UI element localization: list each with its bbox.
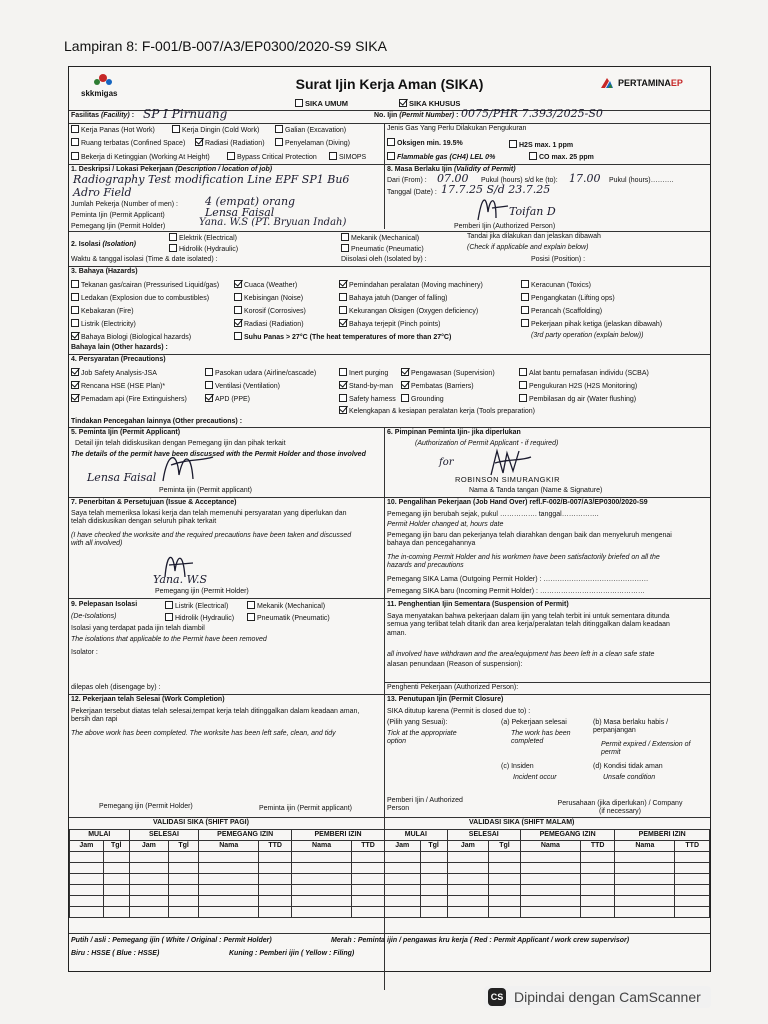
s4-fire-ext[interactable]: Pemadam api (Fire Extinguishers) — [71, 394, 187, 404]
checkbox-icon — [521, 280, 529, 288]
s9-electrical[interactable]: Listrik (Electrical) — [165, 601, 228, 611]
sika-form — [68, 66, 711, 972]
s1-desc-value: Radiography Test modification Line EPF SP1 Bu6 — [73, 173, 350, 186]
checkbox-checked-icon — [234, 280, 242, 288]
gas-h2s[interactable]: H2S max. 1 ppm — [509, 140, 573, 150]
camscanner-text: Dipindai dengan CamScanner — [514, 989, 701, 1005]
s8-ke-value: 17.00 — [569, 172, 601, 185]
checkbox-checked-icon — [205, 394, 213, 402]
s3-item-moving[interactable]: Pemindahan peralatan (Moving machinery) — [339, 280, 483, 290]
checkbox-icon — [205, 381, 213, 389]
s1-desc-value2: Adro Field — [73, 186, 132, 199]
s9-dilepas: dilepas oleh (disengage by) : — [71, 684, 161, 691]
s3-lain: Bahaya lain (Other hazards) : — [71, 344, 168, 351]
s6-sig-name: ROBINSON SIMURANGKIR — [455, 475, 561, 484]
pertamina-logo: PERTAMINA EP — [599, 76, 683, 90]
s4-jsa[interactable]: Job Safety Analysis-JSA — [71, 368, 157, 378]
s8-pukul-dari: Pukul (hours) s/d ke (to): — [481, 177, 558, 184]
s7-text2: (I have checked the worksite and the required precautions have been taken and discussed with all involved) — [71, 532, 352, 548]
work-type-bypass[interactable]: Bypass Critical Protection — [227, 152, 317, 162]
checkbox-icon — [329, 152, 337, 160]
checkbox-checked-icon — [71, 394, 79, 402]
checkbox-checked-icon — [71, 368, 79, 376]
s13-c2: Incident occur — [513, 774, 557, 781]
checkbox-icon — [71, 280, 79, 288]
s13-b[interactable]: (b) Masa berlaku habis / perpanjangan — [593, 719, 669, 735]
s10-title: 10. Pengalihan Pekerjaan (Job Hand Over) refl.F-002/B-007/A3/EP0300/2020-S9 — [387, 499, 648, 506]
work-type-radiation[interactable]: Radiasi (Radiation) — [195, 138, 265, 148]
s3-item-heat[interactable]: Suhu Panas > 27°C (The heat temperatures of more than 27°C) — [234, 332, 451, 342]
footer-f2: Merah : Peminta ijin / pengawas kru kerja ( Red : Permit Applicant / work crew supervisor) — [331, 937, 630, 944]
checkbox-checked-icon — [339, 280, 347, 288]
s1-pemegang-label: Pemegang Ijin (Permit Holder) — [71, 223, 166, 230]
checkbox-checked-icon — [71, 381, 79, 389]
checkbox-icon — [521, 306, 529, 314]
work-type-cold[interactable]: Kerja Dingin (Cold Work) — [172, 125, 259, 135]
s8-signature — [474, 192, 514, 224]
gas-co[interactable]: CO max. 25 ppm — [529, 152, 594, 162]
s13-title: 13. Penutupan Ijin (Permit Closure) — [387, 696, 504, 703]
s9-hydraulic[interactable]: Hidrolik (Hydraulic) — [165, 613, 234, 623]
checkbox-icon — [339, 306, 347, 314]
s2-note-en: (Check if applicable and explain below) — [467, 244, 589, 251]
s13-t3: Tick at the appropriate option — [387, 730, 457, 746]
s5-text2: The details of the permit have been discussed with the Permit Holder and those involved — [71, 451, 366, 458]
s9-pneumatic[interactable]: Pneumatik (Pneumatic) — [247, 613, 330, 623]
checkbox-icon — [529, 152, 537, 160]
gas-flammable[interactable]: Flammable gas (CH4) LEL 0% — [387, 152, 495, 162]
s8-tanggal-value: 17.7.25 S/d 23.7.25 — [441, 183, 551, 196]
validasi-malam-table: MULAI SELESAI PEMEGANG IZIN PEMBERI IZIN Jam Tgl Jam Tgl Nama TTD Nama TTD — [384, 829, 710, 918]
checkbox-checked-icon — [401, 381, 409, 389]
s1-jumlah-label: Jumlah Pekerja (Number of men) : — [71, 201, 178, 208]
s2-diisolasi: Diisolasi oleh (Isolated by) : — [341, 256, 427, 263]
checkbox-icon — [247, 601, 255, 609]
checkbox-icon — [341, 244, 349, 252]
s11-t3: alasan penundaan (Reason of suspension): — [387, 661, 523, 668]
s9-mechanical[interactable]: Mekanik (Mechanical) — [247, 601, 325, 611]
s3-title: 3. Bahaya (Hazards) — [71, 268, 138, 275]
s12-t1: Pekerjaan tersebut diatas telah selesai,tempat kerja telah ditinggalkan dalam keadaan aman, bersih dan rapi — [71, 708, 360, 724]
checkbox-icon — [341, 233, 349, 241]
gas-title: Jenis Gas Yang Perlu Dilakukan Pengukuran — [387, 125, 527, 132]
footer-f3: Biru : HSSE ( Blue : HSSE) — [71, 950, 160, 957]
s4-tools[interactable]: Kelengkapan & kesiapan peralatan kerja (Tools preparation) — [339, 406, 535, 416]
checkbox-icon — [169, 233, 177, 241]
s1-jumlah-value: 4 (empat) orang — [205, 195, 296, 208]
work-type-confined[interactable]: Ruang terbatas (Confined Space) — [71, 138, 185, 148]
s6-title2: (Authorization of Permit Applicant - if required) — [415, 440, 559, 447]
s9-t2: The isolations that applicable to the Permit have been removed — [71, 636, 267, 643]
fasilitas-label: Fasilitas (Facility) : — [71, 112, 135, 119]
s12-holder: Pemegang ijin (Permit Holder) — [99, 803, 193, 810]
s8-tanggal: Tanggal (Date) : — [387, 189, 437, 196]
checkbox-checked-icon[interactable] — [399, 99, 407, 107]
form-title: Surat Ijin Kerja Aman (SIKA) — [295, 76, 484, 92]
s12-title: 12. Pekerjaan telah Selesai (Work Completion) — [71, 696, 225, 703]
validasi-pagi-table: MULAI SELESAI PEMEGANG IZIN PEMBERI IZIN Jam Tgl Jam Tgl Nama TTD Nama TTD — [69, 829, 385, 918]
s13-d2: Unsafe condition — [603, 774, 656, 781]
checkbox-icon — [519, 381, 527, 389]
s8-pemberi-label: Pemberi Ijin (Authorized Person) — [454, 223, 556, 230]
s7-text1: Saya telah memeriksa lokasi kerja dan telah memenuhi persyaratan yang diperlukan dan telah didiskusikan dengan seluruh pihak terkait — [71, 510, 347, 526]
s8-pemberi-value: Toifan D — [509, 205, 556, 218]
s1-peminta-value: Lensa Faisal — [205, 206, 275, 219]
s10-l1: Pemegang ijin berubah sejak, pukul ……………. tanggal……………. — [387, 511, 599, 518]
checkbox-icon — [227, 152, 235, 160]
s9-title: 9. Pelepasan Isolasi — [71, 601, 138, 608]
s4-title: 4. Persyaratan (Precautions) — [71, 356, 166, 363]
s4-airline[interactable]: Pasokan udara (Airline/cascade) — [205, 368, 316, 378]
s6-for: for — [439, 457, 454, 468]
checkbox-icon — [71, 306, 79, 314]
s3-item-oxygen[interactable]: Kekurangan Oksigen (Oxygen deficiency) — [339, 306, 478, 316]
s7-title: 7. Penerbitan & Persetujuan (Issue & Acceptance) — [71, 499, 237, 506]
s3-item-scaffolding[interactable]: Perancah (Scaffolding) — [521, 306, 602, 316]
checkbox-checked-icon — [234, 319, 242, 327]
checkbox-icon — [519, 394, 527, 402]
s4-inert[interactable]: Inert purging — [339, 368, 388, 378]
s4-harness[interactable]: Safety harness — [339, 394, 396, 404]
s13-t1: SIKA ditutup karena (Permit is closed due to) : — [387, 708, 531, 715]
s12-t2: The above work has been completed. The worksite has been left safe, clean, and tidy — [71, 730, 336, 737]
checkbox-icon — [71, 319, 79, 327]
sika-umum-option[interactable]: SIKA UMUM — [295, 99, 348, 108]
checkbox-checked-icon — [339, 319, 347, 327]
s13-t2: (Pilih yang Sesuai): — [387, 719, 448, 726]
s1-title: 1. Deskripsi / Lokasi Pekerjaan (Description / location of job) — [71, 166, 273, 173]
pertamina-mark-icon — [599, 76, 615, 90]
s4-water[interactable]: Pembilasan dg air (Water flushing) — [519, 394, 636, 404]
checkbox-icon — [165, 601, 173, 609]
s2-pneumatic[interactable]: Pneumatic (Pneumatic) — [341, 244, 424, 254]
s4-scba[interactable]: Alat bantu pernafasan individu (SCBA) — [519, 368, 649, 378]
checkbox-icon — [275, 138, 283, 146]
s13-a[interactable]: (a) Pekerjaan selesai — [501, 719, 567, 726]
checkbox-icon — [71, 125, 79, 133]
attachment-header: Lampiran 8: F-001/B-007/A3/EP0300/2020-S9 SIKA — [64, 38, 387, 54]
work-type-hot[interactable]: Kerja Panas (Hot Work) — [71, 125, 155, 135]
s13-b2: Permit expired / Extension of permit — [601, 741, 691, 757]
skkmigas-logo-text: skkmigas — [81, 89, 118, 98]
s4-standby[interactable]: Stand-by-man — [339, 381, 393, 391]
s5-title: 5. Peminta Ijin (Permit Applicant) — [71, 429, 181, 436]
s2-posisi: Posisi (Position) : — [531, 256, 586, 263]
checkbox-icon — [387, 138, 395, 146]
s3-item-electricity[interactable]: Listrik (Electricity) — [71, 319, 136, 329]
checkbox-icon — [71, 138, 79, 146]
s3-item-noise[interactable]: Kebisingan (Noise) — [234, 293, 303, 303]
gas-oksigen[interactable]: Oksigen min. 19.5% — [387, 138, 463, 148]
checkbox-icon — [509, 140, 517, 148]
s9-t1: Isolasi yang terdapat pada ijin telah diambil — [71, 625, 205, 632]
s10-l2: Permit Holder changed at, hours date — [387, 521, 504, 528]
checkbox-icon — [521, 319, 529, 327]
checkbox-icon[interactable] — [295, 99, 303, 107]
camscanner-logo-icon: CS — [488, 988, 506, 1006]
checkbox-checked-icon — [401, 368, 409, 376]
s3-item-corrosives[interactable]: Korosif (Corrosives) — [234, 306, 306, 316]
s3-item-third-party[interactable]: Pekerjaan pihak ketiga (jelaskan dibawah) — [521, 319, 662, 329]
s4-grounding[interactable]: Grounding — [401, 394, 444, 404]
s9-isolator: Isolator : — [71, 649, 98, 656]
s2-hydraulic[interactable]: Hidrolik (Hydraulic) — [169, 244, 238, 254]
s8-title: 8. Masa Berlaku Ijin (Validity of Permit) — [387, 166, 516, 173]
s4-barriers[interactable]: Pembatas (Barriers) — [401, 381, 474, 391]
s12-applicant: Peminta ijin (Permit applicant) — [259, 805, 352, 812]
checkbox-icon — [519, 368, 527, 376]
work-type-height[interactable]: Bekerja di Ketinggian (Working At Height) — [71, 152, 210, 162]
s5-sig-label: Peminta ijin (Permit applicant) — [159, 487, 252, 494]
fasilitas-value: SP I Pirnuang — [143, 107, 228, 121]
checkbox-icon — [247, 613, 255, 621]
checkbox-icon — [521, 293, 529, 301]
checkbox-icon — [339, 394, 347, 402]
s10-l5: Pemegang SIKA Lama (Outgoing Permit Holder) : ……………………………………… — [387, 576, 649, 583]
camscanner-watermark — [484, 986, 711, 1008]
s8-dari: Dari (From) : — [387, 177, 427, 184]
checkbox-icon — [387, 152, 395, 160]
s5-signature — [157, 445, 217, 487]
checkbox-checked-icon — [339, 381, 347, 389]
s13-perusahaan: Perusahaan (jika diperlukan) / Company (if necessary) — [557, 800, 683, 816]
s2-mechanical[interactable]: Mekanik (Mechanical) — [341, 233, 419, 243]
s3-item-weather[interactable]: Cuaca (Weather) — [234, 280, 297, 290]
s4-lain: Tindakan Pencegahan lainnya (Other precautions) : — [71, 418, 243, 425]
s6-title: 6. Pimpinan Peminta Ijin- jika diperlukan — [387, 429, 521, 436]
s3-item-toxics[interactable]: Keracunan (Toxics) — [521, 280, 591, 290]
s11-t1: Saya menyatakan bahwa pekerjaan dalam ijin yang telah terbit ini untuk sementara ditunda semua yang terlibat telah ditarik dan area kerja/peralatan telah ditinggalkan dalam keadaan aman. — [387, 613, 670, 637]
s4-ppe[interactable]: APD (PPE) — [205, 394, 250, 404]
checkbox-icon — [234, 293, 242, 301]
s11-t4: Penghenti Pekerjaan (Authorized Person): — [387, 684, 519, 691]
s8-pukul-ke: Pukul (hours)………. — [609, 177, 674, 184]
s3-item-pinch[interactable]: Bahaya terjepit (Pinch points) — [339, 319, 440, 329]
s6-sig-label: Nama & Tanda tangan (Name & Signature) — [469, 487, 603, 494]
footer-f1: Putih / asli : Pemegang ijin ( White / Original : Permit Holder) — [71, 937, 272, 944]
sika-khusus-option[interactable]: SIKA KHUSUS — [399, 99, 460, 108]
s10-l6: Pemegang SIKA baru (Incoming Permit Holder) : ……………………………………… — [387, 588, 645, 595]
no-ijin-value: 0075/PHR 7.393/2025-S0 — [461, 107, 603, 120]
no-ijin-label: No. Ijin (Permit Number) : — [374, 112, 459, 119]
checkbox-icon — [165, 613, 173, 621]
s3-item-third-party-en: (3rd party operation (explain below)) — [531, 332, 644, 339]
s2-title: 2. Isolasi (Isolation) — [71, 241, 136, 248]
s10-l4: The in-coming Permit Holder and his workmen have been satisfactorily briefed on all the hazards and precautions — [387, 554, 660, 570]
s5-text1: Detail ijin telah didiskusikan dengan Pemegang ijin dan pihak terkait — [75, 440, 286, 447]
s13-a2: The work has been completed — [511, 730, 571, 746]
checkbox-icon — [339, 368, 347, 376]
checkbox-icon — [275, 125, 283, 133]
checkbox-icon — [172, 125, 180, 133]
s7-sig-name: Yana. W.S — [153, 573, 208, 586]
s1-pemegang-value: Yana. W.S (PT. Bryuan Indah) — [199, 217, 347, 228]
checkbox-icon — [205, 368, 213, 376]
s4-h2s[interactable]: Pengukuran H2S (H2S Monitoring) — [519, 381, 637, 391]
checkbox-checked-icon — [195, 138, 203, 146]
s3-item-biological[interactable]: Bahaya Biologi (Biological hazards) — [71, 332, 191, 342]
s13-pemberi: Pemberi Ijin / Authorized Person — [387, 797, 463, 813]
checkbox-checked-icon — [71, 332, 79, 340]
s7-sig-label: Pemegang ijin (Permit Holder) — [155, 588, 249, 595]
checkbox-icon — [234, 332, 242, 340]
checkbox-icon — [71, 152, 79, 160]
s2-note: Tandai jika dilakukan dan jelaskan dibawah — [467, 233, 601, 240]
footer-f4: Kuning : Pemberi ijin ( Yellow : Filing) — [229, 950, 355, 957]
s4-hse-plan[interactable]: Rencana HSE (HSE Plan)* — [71, 381, 165, 391]
s3-item-lifting[interactable]: Pengangkatan (Lifting ops) — [521, 293, 615, 303]
s4-supervision[interactable]: Pengawasan (Supervision) — [401, 368, 495, 378]
s13-c[interactable]: (c) Insiden — [501, 763, 534, 770]
checkbox-icon — [71, 293, 79, 301]
s5-sig-name: Lensa Faisal — [87, 471, 157, 484]
s3-item-falling[interactable]: Bahaya jatuh (Danger of falling) — [339, 293, 447, 303]
s3-item-fire[interactable]: Kebakaran (Fire) — [71, 306, 134, 316]
s3-item-pressure[interactable]: Tekanan gas/cairan (Pressurised Liquid/gas) — [71, 280, 219, 290]
s13-d[interactable]: (d) Kondisi tidak aman — [593, 763, 663, 770]
s8-dari-value: 07.00 — [437, 172, 469, 185]
checkbox-icon — [234, 306, 242, 314]
s3-item-explosion[interactable]: Ledakan (Explosion due to combustibles) — [71, 293, 209, 303]
s11-title: 11. Penghentian Ijin Sementara (Suspension of Permit) — [387, 601, 569, 608]
s1-peminta-label: Peminta Ijin (Permit Applicant) — [71, 212, 165, 219]
s2-waktu: Waktu & tanggal isolasi (Time & date isolated) : — [71, 256, 218, 263]
s9-title2: (De-Isolations) — [71, 613, 117, 620]
s3-item-radiation[interactable]: Radiasi (Radiation) — [234, 319, 304, 329]
checkbox-icon — [169, 244, 177, 252]
s4-ventilation[interactable]: Ventilasi (Ventilation) — [205, 381, 280, 391]
work-type-excavation[interactable]: Galian (Excavation) — [275, 125, 346, 135]
work-type-simops[interactable]: SIMOPS — [329, 152, 366, 162]
s2-electrical[interactable]: Elektrik (Electrical) — [169, 233, 237, 243]
checkbox-icon — [401, 394, 409, 402]
checkbox-icon — [339, 293, 347, 301]
validasi-malam-title: VALIDASI SIKA (SHIFT MALAM) — [469, 819, 575, 826]
work-type-diving[interactable]: Penyelaman (Diving) — [275, 138, 350, 148]
s10-l3: Pemegang ijin baru dan pekerjanya telah diarahkan dengan baik dan menyeluruh mengenai bahaya dan pencegahannya — [387, 532, 672, 548]
s11-t2: all involved have withdrawn and the area/equipment has been left in a clean safe state — [387, 651, 655, 658]
validasi-pagi-title: VALIDASI SIKA (SHIFT PAGI) — [153, 819, 249, 826]
checkbox-checked-icon — [339, 406, 347, 414]
s6-signature — [487, 445, 535, 479]
